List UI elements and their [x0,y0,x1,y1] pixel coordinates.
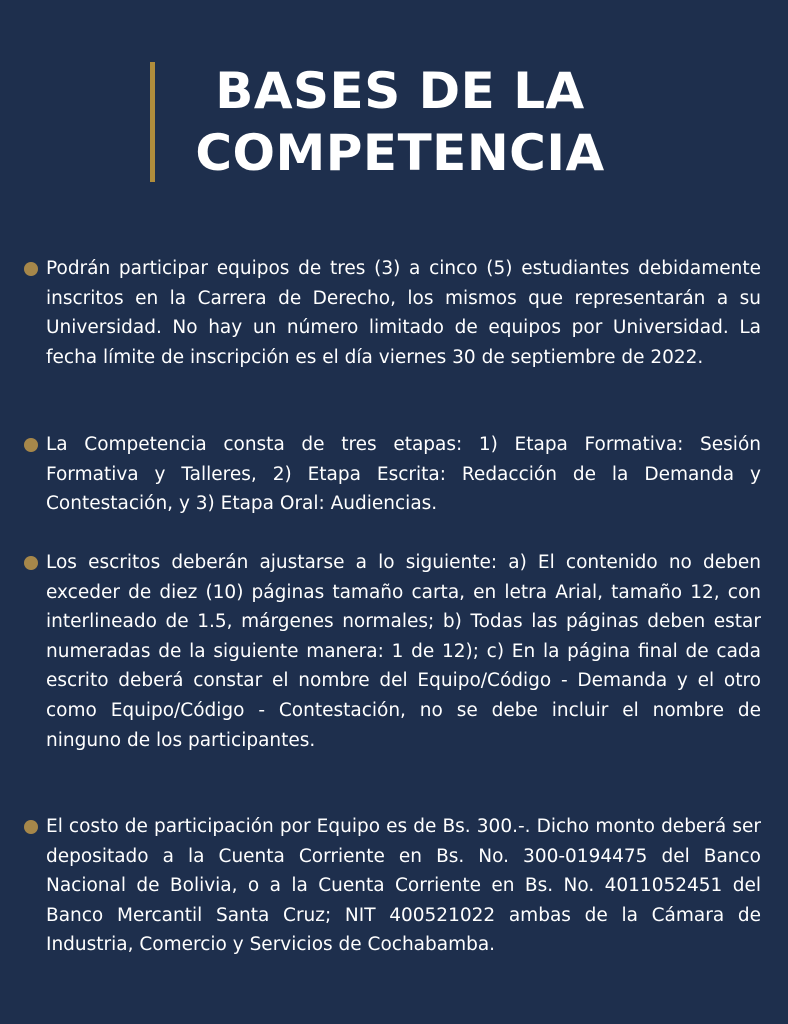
bullet-dot-icon [24,438,38,452]
page-title [160,60,640,184]
list-item-text: El costo de participación por Equipo es de Bs. 300.-. Dicho monto deberá ser depositado a la Cuenta Corriente en Bs. No. 300-0194475 del Banco Nacional de Bolivia, o a la Cuenta Corriente en Bs. No. 4011052451 del Banco Mercantil Santa Cruz; NIT 400521022 ambas de la Cámara de Industria, Comercio y Servicios de Cochabamba. [46,816,761,956]
title-line-2: COMPETENCIA [195,124,605,182]
list-item-text: Los escritos deberán ajustarse a lo siguiente: a) El contenido no deben exceder de diez (10) páginas tamaño carta, en letra Arial, tamaño 12, con interlineado de 1.5, márgenes normales; b) Todas las páginas deben estar numeradas de la siguiente manera: 1 de 12); c) En la página final de cada escrito deberá constar el nombre del Equipo/Código - Demanda y el otro como Equipo/Código - Contestación, no se debe incluir el nombre de ninguno de los participantes. [46,552,761,751]
list-item-text: La Competencia consta de tres etapas: 1) Etapa Formativa: Sesión Formativa y Talleres, 2) Etapa Escrita: Redacción de la Demanda y Contestación, y 3) Etapa Oral: Audiencias. [46,434,761,515]
title-accent-bar [150,62,155,182]
bullet-dot-icon [24,820,38,834]
bullet-dot-icon [24,262,38,276]
list-item-text: Podrán participar equipos de tres (3) a cinco (5) estudiantes debidamente inscritos en la Carrera de Derecho, los mismos que representarán a su Universidad. No hay un número limitado de equipos por Universidad. La fecha límite de inscripción es el día viernes 30 de septiembre de 2022. [46,258,761,368]
title-line-1: BASES DE LA [215,62,585,120]
list-item [24,254,764,372]
bullet-dot-icon [24,556,38,570]
list-item [24,548,764,755]
list-item [24,812,764,960]
list-item [24,430,764,519]
